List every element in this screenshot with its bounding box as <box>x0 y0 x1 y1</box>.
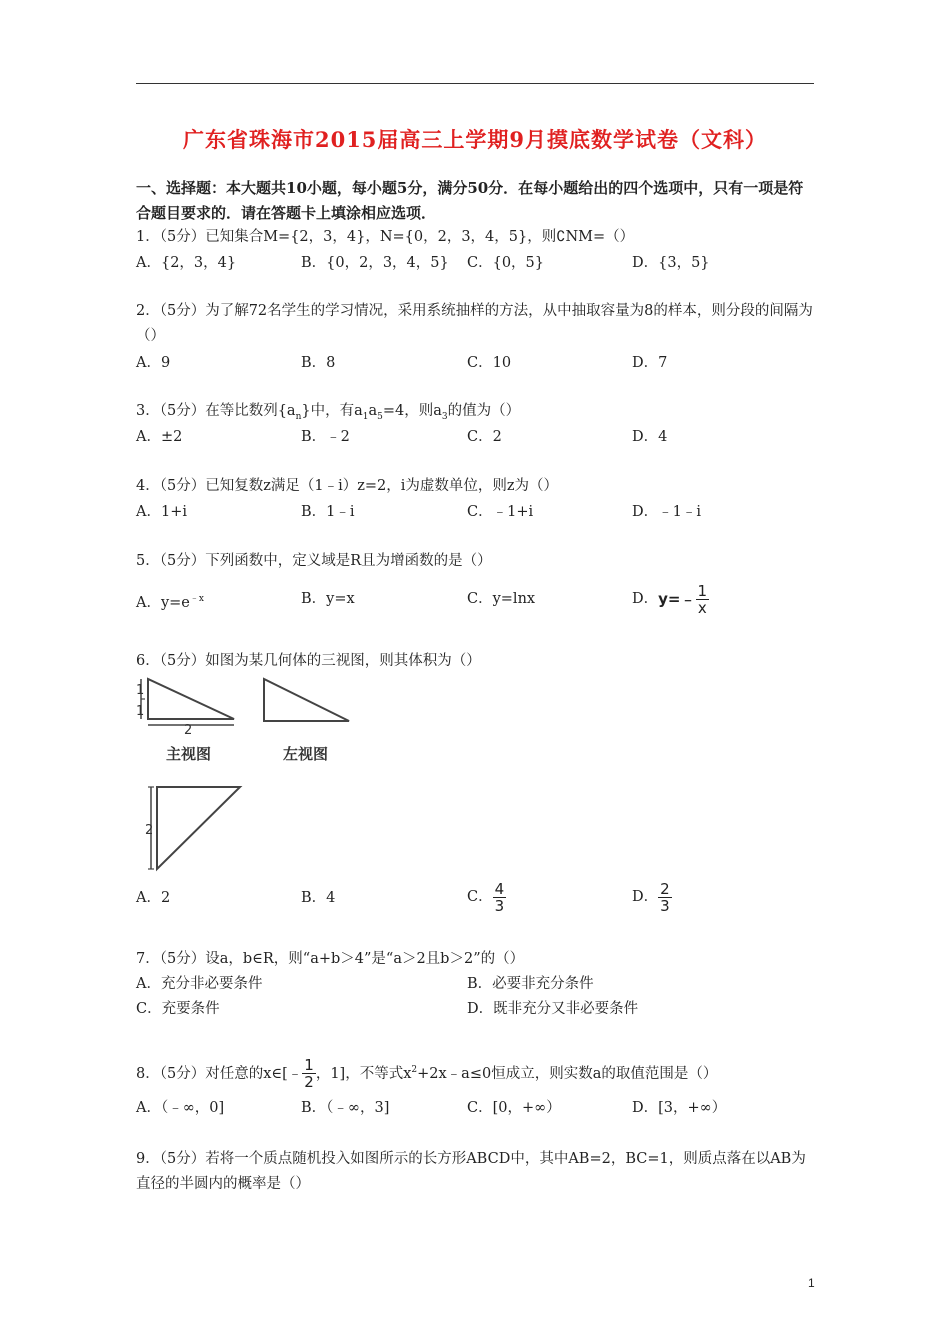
question-7: 7．（5分）设a，b∈R，则“a+b＞4”是“a＞2且b＞2”的（） <box>136 951 525 967</box>
q4-option-d: D．﹣1﹣i <box>632 504 701 520</box>
q3-option-d: D．4 <box>632 429 668 445</box>
q2-option-b: B．8 <box>301 355 336 371</box>
q7-option-b: B．必要非充分条件 <box>467 976 594 992</box>
front-view-label: 主视图 <box>166 745 212 763</box>
question-2: 2．（5分）为了解72名学生的学习情况，采用系统抽样的方法，从中抽取容量为8的样本，则分段的间隔为（） <box>136 303 813 344</box>
q3-option-b: B．﹣2 <box>301 429 350 445</box>
q6-option-a: A．2 <box>136 890 171 906</box>
q8-option-b: B．（﹣∞，3] <box>301 1100 390 1116</box>
q3-option-a: A．±2 <box>136 429 183 445</box>
q6-c-fraction: $\frac{4}{3}$ <box>494 879 505 915</box>
q3-option-c: C．2 <box>467 429 502 445</box>
question-1: 1．（5分）已知集合M={2，3，4}，N={0，2，3，4，5}，则∁NM=（） <box>136 229 635 245</box>
top-dim-2: 2 <box>145 823 154 838</box>
q1-option-c: C．{0，5} <box>467 255 544 271</box>
section-heading: 一、选择题：本大题共10小题，每小题5分，满分50分．在每小题给出的四个选项中，只有一项是符合题目要求的．请在答题卡上填涂相应选项． <box>136 179 804 222</box>
side-view-label: 左视图 <box>283 745 329 763</box>
q1-option-a: A．{2，3，4} <box>136 255 237 271</box>
question-4: 4．（5分）已知复数z满足（1﹣i）z=2，i为虚数单位，则z为（） <box>136 478 558 494</box>
q1-option-d: D．{3，5} <box>632 255 710 271</box>
q6-option-d: D． $\frac{2}{3}$ <box>632 879 670 915</box>
header-rule <box>136 83 814 84</box>
q2-option-a: A．9 <box>136 355 171 371</box>
page-title: 广东省珠海市2015届高三上学期9月摸底数学试卷（文科） <box>182 127 768 152</box>
q4-option-b: B．1﹣i <box>301 504 355 520</box>
q2-option-d: D．7 <box>632 355 668 371</box>
q8-option-a: A．（﹣∞，0] <box>136 1100 225 1116</box>
page-number: 1 <box>808 1276 815 1290</box>
q4-option-c: C．﹣1+i <box>467 504 534 520</box>
q8-option-d: D．[3，+∞） <box>632 1100 727 1116</box>
q7-option-d: D．既非充分又非必要条件 <box>467 1001 639 1017</box>
question-9: 9．（5分）若将一个质点随机投入如图所示的长方形ABCD中，其中AB=2，BC=1，则质点落在以AB为直径的半圆内的概率是（） <box>136 1151 806 1192</box>
question-6: 6．（5分）如图为某几何体的三视图，则其体积为（） <box>136 653 481 669</box>
q6-option-c: C． $\frac{4}{3}$ <box>467 879 505 915</box>
question-8: 8．（5分）对任意的x∈[﹣ $\frac{1}{2}$ ，1]，不等式$x^2+2x﹣a\le 0$恒成立，则实数a的取值范围是（） <box>136 1056 718 1092</box>
q8-fraction: $\frac{1}{2}$ <box>304 1056 314 1092</box>
q6-option-b: B．4 <box>301 890 336 906</box>
q5-option-d: D．y=﹣ $\frac{1}{x}$ <box>632 581 708 617</box>
three-view-diagram <box>136 672 366 872</box>
q7-option-a: A．充分非必要条件 <box>136 976 263 992</box>
q8-option-c: C．[0，+∞） <box>467 1100 561 1116</box>
q5-option-b: B．y=x <box>301 591 355 607</box>
q5-d-fraction: $\frac{1}{x}$ <box>697 581 708 617</box>
front-dim-2: 2 <box>184 723 193 738</box>
question-3: 3．（5分）在等比数列$\{a_n\}$中，有$a_1a_5=4$，则$a_3$的值为（） <box>136 403 521 422</box>
q7-option-c: C．充要条件 <box>136 1001 220 1017</box>
front-dim-1a: 1 <box>136 683 145 698</box>
q6-d-fraction: $\frac{2}{3}$ <box>660 879 670 915</box>
question-5: 5．（5分）下列函数中，定义域是R且为增函数的是（） <box>136 553 492 569</box>
q5-option-a: A．$y=e^{﹣x}$ <box>136 594 204 611</box>
q4-option-a: A．1+i <box>136 504 187 520</box>
q2-option-c: C．10 <box>467 355 512 371</box>
q5-option-c: C．y=lnx <box>467 591 536 607</box>
q1-option-b: B．{0，2，3，4，5} <box>301 255 449 271</box>
front-dim-1b: 1 <box>136 704 145 719</box>
